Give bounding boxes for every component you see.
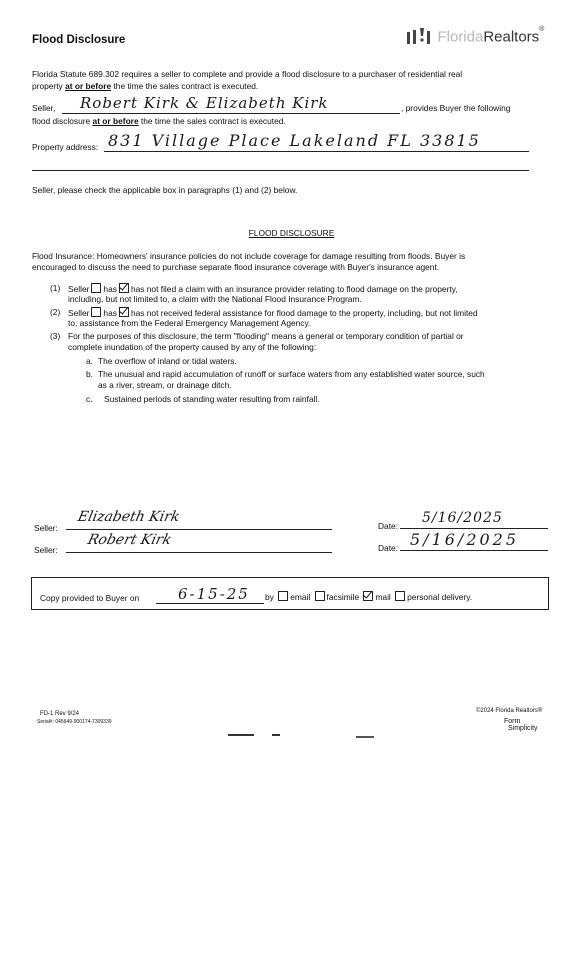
seller-2-signature-field[interactable] [66,532,332,553]
seller-label: Seller, [32,103,56,113]
item-2-has-not-text: has not received federal assistance for flood damage to the property, including, but not limited [130,308,478,318]
serial-number: Serial#: 045649-900174-7309339 [37,719,112,725]
facsimile-checkbox[interactable] [315,591,325,601]
seller-2-date-label: Date: [378,543,399,553]
seller-1-signature-field[interactable] [66,509,332,530]
scan-mark-1 [228,734,254,736]
mail-checkbox[interactable] [363,591,373,601]
form-simplicity-form-text: Form [504,718,521,725]
seller-1-date: 5/16/2025 [422,510,503,526]
item-2-has-label: has [103,308,117,318]
seller-2-date: 5/16/2025 [410,530,520,549]
delivery-options [265,591,472,603]
timing-text: flood disclosure [32,116,93,126]
seller-1-date-label: Date: [378,521,399,531]
seller-name-handwritten: Robert Kirk & Elizabeth Kirk [80,94,329,112]
statute-text: property [32,81,66,91]
sub-item-c-letter: c. [86,394,93,404]
disclosure-timing-line [32,116,286,127]
seller-2-date-field[interactable] [400,530,548,551]
form-id: FD-1 Rev 9/24 [40,711,80,717]
flood-disclosure-heading-text: FLOOD DISCLOSURE [248,228,335,238]
sub-item-b-line-1: The unusual and rapid accumulation of runoff or surface waters from any established water source, such [98,369,485,379]
item-3-number: (3) [50,331,61,341]
insurance-line-1: Flood Insurance: Homeowners' insurance policies do not include coverage for damage resulting from floods. Buyer is [32,251,466,261]
sub-item-a-letter: a. [86,356,93,366]
item-2-line-2: to, assistance from the Federal Emergency Management Agency. [68,318,311,328]
timing-emphasis: at or before [92,116,139,126]
copyright: ©2024 Florida Realtors® [476,708,543,714]
item-1-has-not-checkbox[interactable] [119,283,129,293]
copy-provided-date: 6-15-25 [178,585,250,603]
email-label: email [290,592,311,602]
seller-provides-text: , provides Buyer the following [401,103,511,113]
item-2-number: (2) [50,307,61,317]
item-3-line-1: For the purposes of this disclosure, the term "flooding" means a general or temporary condition of partial or [68,331,464,341]
statute-line-1: Florida Statute 689.302 requires a seller to complete and provide a flood disclosure to a purchaser of residential real [32,69,463,79]
mail-label: mail [375,592,391,602]
item-3-line-2: complete inundation of the property caused by any of the following: [68,342,317,352]
statute-line-2 [32,81,258,92]
sub-item-b-letter: b. [86,369,93,379]
seller-2-signature: Robert Kirk [86,532,174,548]
copy-provided-date-field[interactable] [156,587,264,604]
statute-emphasis: at or before [65,81,112,91]
personal-delivery-checkbox[interactable] [395,591,405,601]
item-1-has-checkbox[interactable] [91,283,101,293]
statute-text-end: the time the sales contract is executed. [111,81,259,91]
item-1-has-label: has [103,284,117,294]
realtor-figures-icon [405,26,433,48]
form-simplicity-logo [498,718,558,732]
property-address-field[interactable] [104,131,529,152]
logo-florida-text: Florida [437,28,484,46]
seller-1-signature: Elizabeth Kirk [76,509,182,525]
seller-2-label: Seller: [34,545,58,555]
email-checkbox[interactable] [278,591,288,601]
page-title: Flood Disclosure [32,34,126,46]
sub-item-b-line-2: as a river, stream, or drainage ditch. [98,380,232,390]
item-2-has-checkbox[interactable] [91,307,101,317]
property-address-label: Property address: [32,142,99,152]
property-address-handwritten: 831 Village Place Lakeland FL 33815 [108,131,481,150]
logo-registered-mark: ® [539,26,545,33]
scan-mark-3 [356,736,374,738]
item-1-line-2: including, but not limited to, a claim with the National Flood Insurance Program. [68,294,362,304]
florida-realtors-logo [405,26,544,50]
by-label: by [265,592,274,602]
sub-item-c-text: Sustained periods of standing water resulting from rainfall. [104,394,320,404]
copy-provided-label: Copy provided to Buyer on [40,593,140,603]
property-address-field-line-2[interactable] [32,160,529,171]
item-1-has-not-text: has not filed a claim with an insurance provider relating to flood damage on the property, [130,284,458,294]
check-instruction: Seller, please check the applicable box in paragraphs (1) and (2) below. [32,185,298,195]
facsimile-label: facsimile [326,592,360,602]
seller-1-date-field[interactable] [400,511,548,529]
item-2-seller-label: Seller [68,308,90,318]
seller-1-label: Seller: [34,523,58,533]
sub-item-a-text: The overflow of inland or tidal waters. [98,356,237,366]
logo-realtors-text: Realtors [483,28,540,46]
copy-provided-box [31,577,549,610]
item-1-seller-label: Seller [68,284,90,294]
form-simplicity-simplicity-text: Simplicity [508,725,538,732]
scan-mark-2 [272,734,280,736]
seller-name-field[interactable] [62,96,400,114]
item-2-has-not-checkbox[interactable] [119,307,129,317]
item-1-number: (1) [50,283,61,293]
flood-disclosure-heading [0,228,583,239]
timing-text-end: the time the sales contract is executed. [138,116,286,126]
personal-delivery-label: personal delivery. [407,592,473,602]
insurance-line-2: encouraged to discuss the need to purchase separate flood insurance coverage with Buyer's insurance agent. [32,262,440,272]
